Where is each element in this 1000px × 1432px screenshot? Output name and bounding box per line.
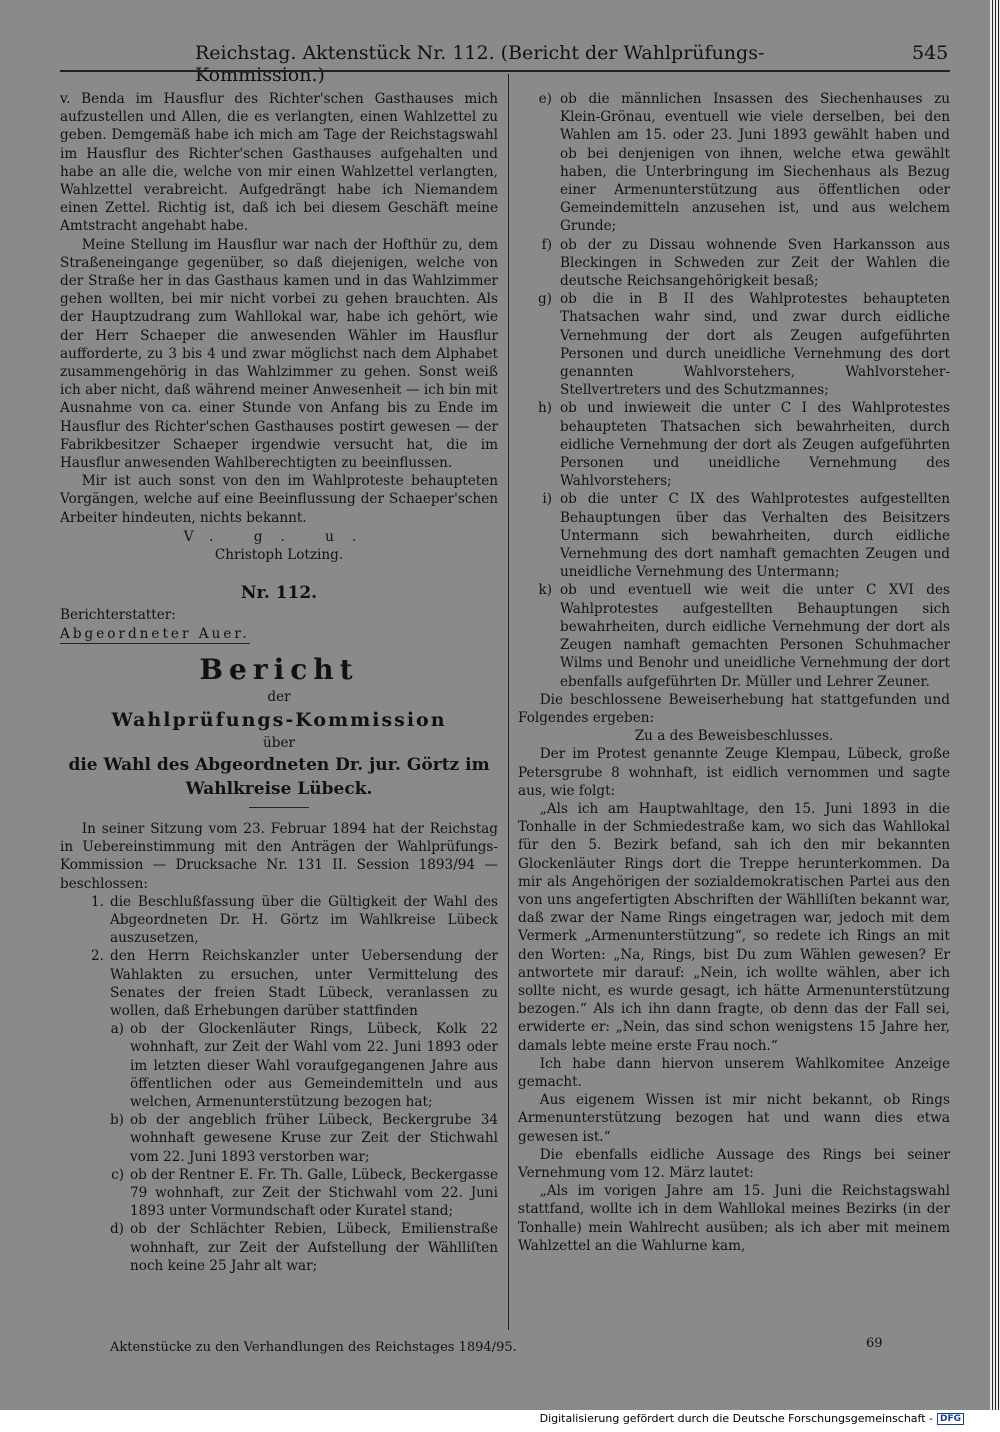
signature-abbrev: V. g. u. — [183, 528, 375, 545]
document-number: Nr. 112. — [240, 583, 318, 604]
lettered-item: b) ob der angeblich früher Lübeck, Beckergrube 34 wohnhaft gewesene Kruse zur Zeit der Stichwahl vom 22. Juni 1893 verstorben war; — [109, 1112, 498, 1165]
title-ueber: über — [263, 734, 295, 751]
lettered-item: e) ob die männlichen Insassen des Siechenhauses zu Klein-Grönau, eventuell wie viele derselben, bei den Wahlen am 15. oder 23. Juni 1893 gewählt haben und ob bei denjenigen von ihnen, welche etwa gewählt haben, die Unterbringung im Siechenhaus als Bezug einer Armenunterstützung aus öffentlichen oder Gemeindemitteln anzusehen ist, und aus welchem Grunde; — [538, 91, 950, 235]
dfg-logo-icon: DFG — [937, 1413, 964, 1425]
short-rule — [249, 807, 309, 808]
title-der: der — [267, 688, 291, 705]
lettered-item: f) ob der zu Dissau wohnende Sven Harkansson aus Bleckingen in Schweden zur Zeit der Wahlen die deutsche Reichsangehörigkeit besaß; — [541, 236, 950, 290]
paragraph: Meine Stellung im Hausflur war nach der Hofthür zu, dem Straßeneingange gegenüber, so daß diejenigen, welche von der Straße her in das Gasthaus kamen und in das Wahlzimmer gehen wollten, bei mir nicht vorbei zu gehen brauchten. Als der Hauptzudrang zum Wahllokal war, habe ich gehört, wie der Herr Schaeper die anwesenden Wähler im Hausflur aufforderte, zu 3 bis 4 und zwar möglichst nach dem Alphabet zusammengehörig in das Wahlzimmer zu gehen. Sonst weiß ich aber nicht, daß während meiner Anwesenheit — ich bin mit Ausnahme von ca. einer Stunde von Anfang bis zu Ende im Hausflur des Richter'schen Gasthauses postirt gewesen — der Fabrikbesitzer Schaeper irgendwie versucht hat, die im Hausflur anwesenden Wahlberechtigten zu beeinflussen. — [60, 236, 498, 472]
lettered-item: k) ob und eventuell wie weit die unter C XVI des Wahlprotestes aufgestellten Behauptungen sich bewahrheiten, durch eidliche Vernehmung der dort als Zeugen namhaft gemachten Personen Schuhmacher Wilms und Benohr und uneidliche Vernehmung der dort ebenfalls aufgeführten Dr. Müller und Lehrer Zeuner. — [538, 582, 950, 690]
column-divider — [508, 74, 509, 1330]
right-column — [518, 90, 950, 1255]
paragraph: Aus eigenem Wissen ist mir nicht bekannt, ob Rings Armenunterstützung bezogen hat und wann dies etwa gewesen ist.“ — [518, 1092, 950, 1145]
lettered-item: a) ob der Glockenläuter Rings, Lübeck, Kolk 22 wohnhaft, zur Zeit der Wahl vom 22. Juni 1893 oder im letzten dieser Wahl voraufgegangenen Jahre aus öffentlichen oder aus Gemeindemitteln und aus welchen, Armenunterstützung bezogen hat; — [110, 1021, 498, 1110]
page-number: 545 — [912, 42, 949, 64]
signature-name: Christoph Lotzing. — [214, 547, 344, 564]
berichterstatter-label: Berichterstatter: — [60, 607, 176, 624]
commission-title: Wahlprüfungs-Kommission — [111, 708, 447, 731]
paragraph: Mir ist auch sonst von den im Wahlproteste behaupteten Vorgängen, welche auf eine Beeinflussung der Schaeper'schen Arbeiter hindeuten, nichts bekannt. — [60, 473, 498, 526]
numbered-item: 1. die Beschlußfassung über die Gültigkeit der Wahl des Abgeordneten Dr. H. Görtz im Wahlkreise Lübeck auszusetzen, — [91, 893, 498, 947]
lettered-item: i) ob die unter C IX des Wahlprotestes aufgestellten Behauptungen über das Verhalten des Beisitzers Untermann sich bewahrheiten, durch eidliche Vernehmung des dort namhaft gemachten Zeugen und uneidliche Vernehmung des Untermann; — [542, 491, 950, 581]
paragraph: Der im Protest genannte Zeuge Klempau, Lübeck, große Petersgrube 8 wohnhaft, ist eidlich vernommen und sagte aus, wie folgt: — [518, 746, 950, 799]
credit-text: Digitalisierung gefördert durch die Deutsche Forschungsgemeinschaft - — [539, 1412, 933, 1425]
paragraph: Die ebenfalls eidliche Aussage des Rings bei seiner Vernehmung vom 12. März lautet: — [518, 1146, 950, 1181]
left-column — [60, 90, 498, 1275]
dfg-credit — [540, 1412, 964, 1425]
testimony-paragraph: „Als ich am Hauptwahltage, den 15. Juni 1893 in die Tonhalle in der Schmiedestraße kam, wo sich das Wahllokal für den 5. Bezirk befand, sah ich den mir bekannten Glockenläuter Rings dort die Treppe herunterkommen. Da mir als Angehörigen der sozialdemokratischen Partei aus den von uns angefertigten Abschriften der Wählliſten bekannt war, daß zwar der Name Rings eingetragen war, jedoch mit dem Vermerk „Armenunterstützung“, so redete ich Rings an mit den Worten: „Na, Rings, bist Du zum Wählen gewesen? Er antwortete mir darauf: „Nein, ich wollte wählen, aber ich sollte nicht, es wurde gesagt, ich hätte Armenunterstützung bezogen.“ Als ich ihn dann fragte, ob denn das der Fall sei, erwiderte er: „Nein, das sind schon wenigstens 15 Jahre her, damals lebte meine erste Frau noch.“ — [518, 800, 950, 1054]
page-edge — [990, 0, 1000, 1410]
lettered-item: c) ob der Rentner E. Fr. Th. Galle, Lübeck, Beckergasse 79 wohnhaft, zur Zeit der Stichwahl vom 22. Juni 1893 unter Vormundschaft oder Kuratel stand; — [111, 1166, 498, 1220]
report-title: Bericht — [199, 652, 359, 686]
lettered-item: g) ob die in B II des Wahlprotestes behaupteten Thatsachen wahr sind, und zwar durch eidliche Vernehmung der dort als Zeugen aufgeführten Personen und durch uneidliche Vernehmung des dort genannten Wahlvorstehers, Wahlvorsteher-Stellvertreters und des Schutzmannes; — [537, 291, 950, 399]
paragraph: v. Benda im Hausflur des Richter'schen Gasthauses mich aufzustellen und Allen, die es verlangten, einen Wahlzettel zu geben. Demgemäß habe ich mich am Tage der Reichstagswahl im Hausflur des Richter'schen Gasthauses aufgehalten und habe an alle die, welche von mir einen Wahlzettel verlangten, Wahlzettel verabreicht. Aufgedrängt habe ich Niemandem einen Zettel. Richtig ist, daß ich bei diesem Geschäft meine Amtstracht angehabt habe. — [60, 91, 498, 235]
running-title: Reichstag. Aktenstück Nr. 112. (Bericht der Wahlprüfungs-Kommission.) — [195, 42, 765, 86]
numbered-item: 2. den Herrn Reichskanzler unter Uebersendung der Wahlakten zu ersuchen, unter Vermittelung des Senates der freien Stadt Lübeck, veranlassen zu wollen, daß Erhebungen darüber stattfinden — [91, 948, 498, 1019]
section-heading: Zu a des Beweisbeschlusses. — [634, 728, 834, 745]
footer-source: Aktenstücke zu den Verhandlungen des Reichstages 1894/95. — [110, 1340, 517, 1355]
intro-paragraph: In seiner Sitzung vom 23. Februar 1894 hat der Reichstag in Uebereinstimmung mit den Anträgen der Wahlprüfungs-Kommission — Drucksache Nr. 131 II. Session 1893/94 — beschlossen: — [60, 820, 498, 892]
sheet-number: 69 — [866, 1336, 883, 1351]
berichterstatter-name: Abgeordneter Auer. — [60, 625, 250, 642]
lettered-item: d) ob der Schlächter Rebien, Lübeck, Emilienstraße wohnhaft, zur Zeit der Aufstellung der Wählliſten noch keine 25 Jahr alt war; — [109, 1221, 498, 1274]
lettered-item: h) ob und inwieweit die unter C I des Wahlprotestes behaupteten Thatsachen sich bewahrheiten, durch eidliche Vernehmung der dort als Zeugen aufgeführten Personen und uneidliche Vernehmung des Wahlvorstehers; — [537, 400, 950, 490]
report-subject: die Wahl des Abgeordneten Dr. jur. Görtz im Wahlkreise Lübeck. — [68, 754, 490, 799]
paragraph: Ich habe dann hiervon unserem Wahlkomitee Anzeige gemacht. — [518, 1055, 950, 1090]
header-rule — [60, 70, 950, 72]
testimony-paragraph: „Als im vorigen Jahre am 15. Juni die Reichstagswahl stattfand, wollte ich in dem Wahllokal meines Bezirks (in der Tonhalle) mein Wahlrecht ausüben; als ich aber mit meinem Wahlzettel an die Wahlurne kam, — [518, 1183, 950, 1254]
paragraph: Die beschlossene Beweiserhebung hat stattgefunden und Folgendes ergeben: — [518, 691, 950, 726]
